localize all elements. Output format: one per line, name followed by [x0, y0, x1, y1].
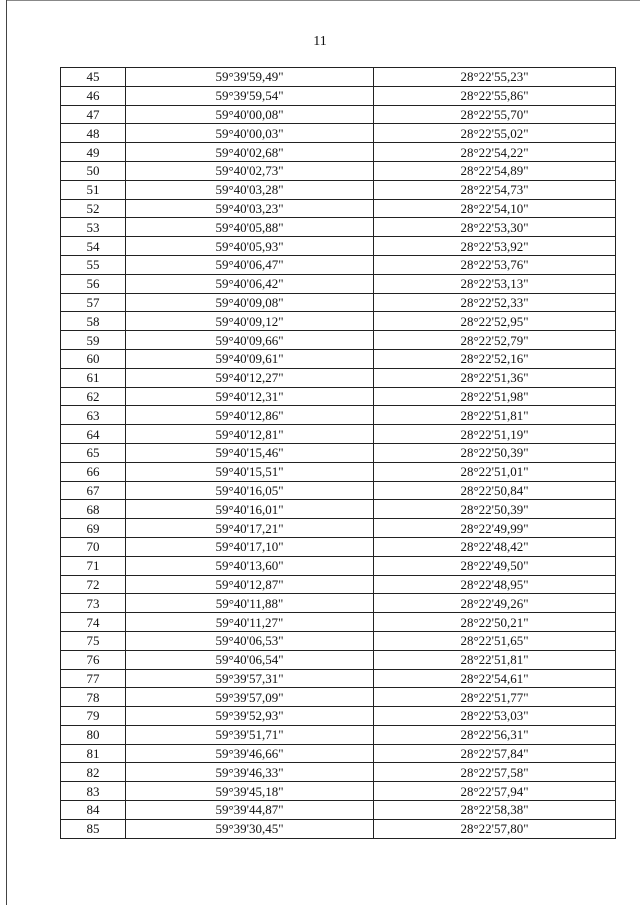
- point-number-cell: 58: [61, 312, 126, 331]
- table-row: [61, 237, 616, 256]
- coordinates-table: [60, 67, 616, 839]
- table-row: [61, 143, 616, 162]
- point-number-cell: 55: [61, 255, 126, 274]
- table-row: [61, 556, 616, 575]
- longitude-cell: 28°22'57,84": [374, 744, 616, 763]
- longitude-cell: 28°22'51,01": [374, 462, 616, 481]
- point-number-cell: 78: [61, 688, 126, 707]
- table-row: [61, 650, 616, 669]
- latitude-cell: 59°39'57,09": [126, 688, 374, 707]
- longitude-cell: 28°22'57,94": [374, 782, 616, 801]
- point-number-cell: 77: [61, 669, 126, 688]
- latitude-cell: 59°40'00,03": [126, 124, 374, 143]
- point-number-cell: 75: [61, 631, 126, 650]
- point-number-cell: 68: [61, 500, 126, 519]
- latitude-cell: 59°40'12,31": [126, 387, 374, 406]
- point-number-cell: 66: [61, 462, 126, 481]
- point-number-cell: 51: [61, 180, 126, 199]
- latitude-cell: 59°40'17,10": [126, 537, 374, 556]
- table-row: [61, 688, 616, 707]
- longitude-cell: 28°22'54,89": [374, 161, 616, 180]
- longitude-cell: 28°22'51,81": [374, 650, 616, 669]
- table-row: [61, 462, 616, 481]
- latitude-cell: 59°40'17,21": [126, 519, 374, 538]
- latitude-cell: 59°39'59,54": [126, 86, 374, 105]
- longitude-cell: 28°22'53,03": [374, 707, 616, 726]
- point-number-cell: 47: [61, 105, 126, 124]
- table-row: [61, 575, 616, 594]
- point-number-cell: 70: [61, 537, 126, 556]
- point-number-cell: 64: [61, 425, 126, 444]
- table-row: [61, 481, 616, 500]
- longitude-cell: 28°22'51,36": [374, 368, 616, 387]
- latitude-cell: 59°40'03,23": [126, 199, 374, 218]
- longitude-cell: 28°22'53,76": [374, 255, 616, 274]
- table-row: [61, 86, 616, 105]
- latitude-cell: 59°40'16,05": [126, 481, 374, 500]
- longitude-cell: 28°22'58,38": [374, 801, 616, 820]
- longitude-cell: 28°22'54,73": [374, 180, 616, 199]
- latitude-cell: 59°40'16,01": [126, 500, 374, 519]
- latitude-cell: 59°40'06,47": [126, 255, 374, 274]
- latitude-cell: 59°39'45,18": [126, 782, 374, 801]
- table-row: [61, 594, 616, 613]
- point-number-cell: 76: [61, 650, 126, 669]
- table-row: [61, 631, 616, 650]
- table-row: [61, 349, 616, 368]
- table-row: [61, 801, 616, 820]
- table-row: [61, 293, 616, 312]
- table-row: [61, 161, 616, 180]
- latitude-cell: 59°39'46,66": [126, 744, 374, 763]
- point-number-cell: 57: [61, 293, 126, 312]
- longitude-cell: 28°22'55,02": [374, 124, 616, 143]
- point-number-cell: 48: [61, 124, 126, 143]
- table-row: [61, 500, 616, 519]
- longitude-cell: 28°22'55,70": [374, 105, 616, 124]
- latitude-cell: 59°40'06,42": [126, 274, 374, 293]
- longitude-cell: 28°22'50,39": [374, 500, 616, 519]
- point-number-cell: 85: [61, 819, 126, 838]
- table-row: [61, 613, 616, 632]
- longitude-cell: 28°22'52,33": [374, 293, 616, 312]
- point-number-cell: 61: [61, 368, 126, 387]
- table-row: [61, 443, 616, 462]
- latitude-cell: 59°39'52,93": [126, 707, 374, 726]
- point-number-cell: 83: [61, 782, 126, 801]
- point-number-cell: 46: [61, 86, 126, 105]
- table-row: [61, 312, 616, 331]
- table-row: [61, 763, 616, 782]
- point-number-cell: 54: [61, 237, 126, 256]
- table-row: [61, 331, 616, 350]
- point-number-cell: 49: [61, 143, 126, 162]
- point-number-cell: 79: [61, 707, 126, 726]
- latitude-cell: 59°40'06,53": [126, 631, 374, 650]
- table-row: [61, 744, 616, 763]
- table-row: [61, 782, 616, 801]
- point-number-cell: 62: [61, 387, 126, 406]
- point-number-cell: 71: [61, 556, 126, 575]
- latitude-cell: 59°40'12,27": [126, 368, 374, 387]
- longitude-cell: 28°22'54,22": [374, 143, 616, 162]
- longitude-cell: 28°22'49,50": [374, 556, 616, 575]
- latitude-cell: 59°40'13,60": [126, 556, 374, 575]
- point-number-cell: 84: [61, 801, 126, 820]
- point-number-cell: 59: [61, 331, 126, 350]
- longitude-cell: 28°22'52,16": [374, 349, 616, 368]
- table-row: [61, 406, 616, 425]
- longitude-cell: 28°22'56,31": [374, 725, 616, 744]
- table-row: [61, 255, 616, 274]
- longitude-cell: 28°22'51,81": [374, 406, 616, 425]
- table-row: [61, 707, 616, 726]
- longitude-cell: 28°22'57,80": [374, 819, 616, 838]
- table-row: [61, 199, 616, 218]
- latitude-cell: 59°40'09,61": [126, 349, 374, 368]
- point-number-cell: 52: [61, 199, 126, 218]
- latitude-cell: 59°40'12,86": [126, 406, 374, 425]
- table-row: [61, 425, 616, 444]
- table-row: [61, 180, 616, 199]
- latitude-cell: 59°40'09,08": [126, 293, 374, 312]
- latitude-cell: 59°40'02,68": [126, 143, 374, 162]
- point-number-cell: 72: [61, 575, 126, 594]
- latitude-cell: 59°40'11,88": [126, 594, 374, 613]
- table-row: [61, 537, 616, 556]
- latitude-cell: 59°39'44,87": [126, 801, 374, 820]
- longitude-cell: 28°22'54,61": [374, 669, 616, 688]
- point-number-cell: 60: [61, 349, 126, 368]
- table-row: [61, 669, 616, 688]
- point-number-cell: 82: [61, 763, 126, 782]
- coordinates-table-body: [61, 68, 616, 839]
- table-row: [61, 819, 616, 838]
- longitude-cell: 28°22'51,77": [374, 688, 616, 707]
- longitude-cell: 28°22'51,65": [374, 631, 616, 650]
- table-row: [61, 387, 616, 406]
- page-top-edge: [6, 0, 640, 1]
- point-number-cell: 73: [61, 594, 126, 613]
- latitude-cell: 59°40'11,27": [126, 613, 374, 632]
- latitude-cell: 59°40'09,12": [126, 312, 374, 331]
- longitude-cell: 28°22'50,21": [374, 613, 616, 632]
- longitude-cell: 28°22'52,79": [374, 331, 616, 350]
- point-number-cell: 50: [61, 161, 126, 180]
- latitude-cell: 59°40'02,73": [126, 161, 374, 180]
- longitude-cell: 28°22'50,84": [374, 481, 616, 500]
- longitude-cell: 28°22'55,23": [374, 68, 616, 87]
- latitude-cell: 59°39'30,45": [126, 819, 374, 838]
- latitude-cell: 59°40'03,28": [126, 180, 374, 199]
- longitude-cell: 28°22'51,98": [374, 387, 616, 406]
- table-row: [61, 124, 616, 143]
- longitude-cell: 28°22'49,99": [374, 519, 616, 538]
- point-number-cell: 69: [61, 519, 126, 538]
- longitude-cell: 28°22'52,95": [374, 312, 616, 331]
- table-row: [61, 725, 616, 744]
- longitude-cell: 28°22'57,58": [374, 763, 616, 782]
- point-number-cell: 63: [61, 406, 126, 425]
- table-row: [61, 519, 616, 538]
- table-row: [61, 105, 616, 124]
- longitude-cell: 28°22'48,95": [374, 575, 616, 594]
- longitude-cell: 28°22'53,13": [374, 274, 616, 293]
- point-number-cell: 53: [61, 218, 126, 237]
- longitude-cell: 28°22'55,86": [374, 86, 616, 105]
- table-row: [61, 218, 616, 237]
- longitude-cell: 28°22'49,26": [374, 594, 616, 613]
- point-number-cell: 67: [61, 481, 126, 500]
- latitude-cell: 59°39'57,31": [126, 669, 374, 688]
- latitude-cell: 59°40'12,81": [126, 425, 374, 444]
- latitude-cell: 59°39'51,71": [126, 725, 374, 744]
- point-number-cell: 65: [61, 443, 126, 462]
- page-number: 11: [313, 34, 327, 49]
- longitude-cell: 28°22'48,42": [374, 537, 616, 556]
- longitude-cell: 28°22'53,30": [374, 218, 616, 237]
- latitude-cell: 59°40'05,93": [126, 237, 374, 256]
- point-number-cell: 80: [61, 725, 126, 744]
- point-number-cell: 74: [61, 613, 126, 632]
- longitude-cell: 28°22'50,39": [374, 443, 616, 462]
- latitude-cell: 59°40'15,51": [126, 462, 374, 481]
- latitude-cell: 59°40'15,46": [126, 443, 374, 462]
- table-row: [61, 274, 616, 293]
- table-row: [61, 68, 616, 87]
- table-row: [61, 368, 616, 387]
- latitude-cell: 59°39'46,33": [126, 763, 374, 782]
- longitude-cell: 28°22'53,92": [374, 237, 616, 256]
- latitude-cell: 59°40'06,54": [126, 650, 374, 669]
- latitude-cell: 59°40'09,66": [126, 331, 374, 350]
- point-number-cell: 81: [61, 744, 126, 763]
- latitude-cell: 59°40'05,88": [126, 218, 374, 237]
- latitude-cell: 59°40'00,08": [126, 105, 374, 124]
- latitude-cell: 59°39'59,49": [126, 68, 374, 87]
- page-left-edge: [6, 0, 7, 905]
- latitude-cell: 59°40'12,87": [126, 575, 374, 594]
- longitude-cell: 28°22'51,19": [374, 425, 616, 444]
- longitude-cell: 28°22'54,10": [374, 199, 616, 218]
- point-number-cell: 56: [61, 274, 126, 293]
- point-number-cell: 45: [61, 68, 126, 87]
